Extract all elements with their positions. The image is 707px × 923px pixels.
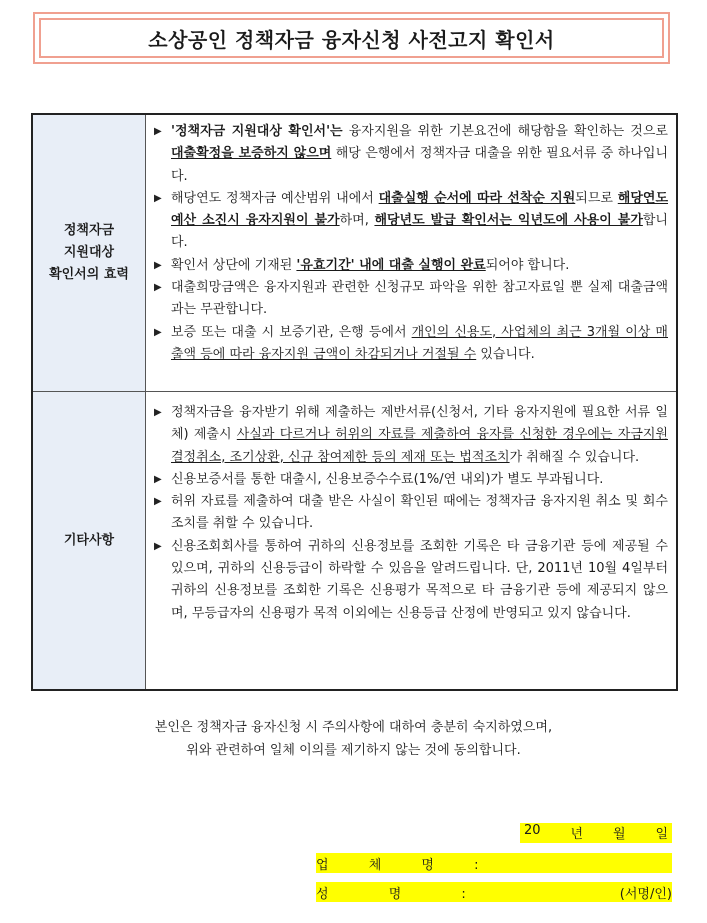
sign-note: (서명/인) xyxy=(619,886,672,902)
statement-line: 본인은 정책자금 융자신청 시 주의사항에 대하여 충분히 숙지하였으며, xyxy=(154,720,553,735)
company-name-label: 업 체 명 : xyxy=(316,857,497,873)
date-field[interactable] xyxy=(520,823,672,843)
year-prefix: 20 xyxy=(524,823,541,838)
bullet-arrow-icon: ▶ xyxy=(154,407,162,418)
document-title: 소상공인 정책자금 융자신청 사전고지 확인서 xyxy=(39,18,664,58)
agreement-statement xyxy=(0,716,707,762)
bullet-item: ▶ '정책자금 지원대상 확인서'는 융자지원을 위한 기본요건에 해당함을 확인하는 것으로 대출확정을 보증하지 않으며 해당 은행에서 정책자금 대출을 위한 필요서류 중 하나입니다. xyxy=(154,121,668,188)
section-etc xyxy=(33,392,676,689)
year-unit: 년 xyxy=(570,827,584,842)
signer-name-label: 성 명 : xyxy=(316,886,494,902)
day-unit: 일 xyxy=(655,827,668,842)
section-label-etc xyxy=(33,392,146,689)
label-line: 정책자금 xyxy=(63,223,115,238)
signer-name-field[interactable] xyxy=(316,882,672,902)
bullet-arrow-icon: ▶ xyxy=(154,496,162,508)
label-line: 기타사항 xyxy=(63,532,115,548)
notice-table xyxy=(31,113,678,691)
month-unit: 월 xyxy=(612,827,626,842)
section-content-etc xyxy=(146,392,676,689)
bullet-arrow-icon: ▶ xyxy=(154,192,162,204)
bullet-item: ▶ 확인서 상단에 기재된 '유효기간' 내에 대출 실행이 완료되어야 합니다. xyxy=(154,255,668,277)
bullet-arrow-icon: ▶ xyxy=(154,473,162,485)
bullet-item: ▶ 신용보증서를 통한 대출시, 신용보증수수료(1%/연 내외)가 별도 부과됩니다. xyxy=(154,469,668,491)
label-line: 확인서의 효력 xyxy=(49,267,129,282)
bullet-arrow-icon: ▶ xyxy=(154,326,162,338)
bullet-arrow-icon: ▶ xyxy=(154,259,162,271)
section-label-effect xyxy=(33,115,146,391)
bullet-item: ▶ 해당연도 정책자금 예산범위 내에서 대출실행 순서에 따라 선착순 지원되므로 해당연도 예산 소진시 융자지원이 불가하며, 해당년도 발급 확인서는 익년도에 사용이 불가합니다. xyxy=(154,188,668,255)
label-line: 지원대상 xyxy=(63,245,115,260)
bullet-item: ▶ 정책자금을 융자받기 위해 제출하는 제반서류(신청서, 기타 융자지원에 필요한 서류 일체) 제출시 사실과 다르거나 허위의 자료를 제출하여 융자를 신청한 경우에는 자금지원 결정취소, 조기상환, 신규 참여제한 등의 제재 또는 법적조치가 취해질 수 있습니다. xyxy=(154,402,668,469)
bullet-arrow-icon: ▶ xyxy=(154,126,162,137)
bullet-item: ▶ 허위 자료를 제출하여 대출 받은 사실이 확인된 때에는 정책자금 융자지원 취소 및 회수조치를 취할 수 있습니다. xyxy=(154,491,668,536)
bullet-item: ▶ 대출희망금액은 융자지원과 관련한 신청규모 파악을 위한 참고자료일 뿐 실제 대출금액과는 무관합니다. xyxy=(154,277,668,322)
bullet-item: ▶ 보증 또는 대출 시 보증기관, 은행 등에서 개인의 신용도, 사업체의 최근 3개월 이상 매출액 등에 따라 융자지원 금액이 차감되거나 거절될 수 있습니다. xyxy=(154,322,668,367)
bullet-item: ▶ 신용조회회사를 통하여 귀하의 신용정보를 조회한 기록은 타 금융기관 등에 제공될 수 있으며, 귀하의 신용등급이 하락할 수 있음을 알려드립니다. 단, 2011년 10월 4일부터 귀하의 신용정보를 조회한 기록은 신용평가 목적으로 타 금융기관 등에 제공되지 않으며, 무등급자의 신용평가 목적 이외에는 신용등급 산정에 반영되고 있지 않습니다. xyxy=(154,536,668,625)
section-content-effect xyxy=(146,115,676,391)
title-box xyxy=(33,12,670,64)
bullet-arrow-icon: ▶ xyxy=(154,282,162,294)
bullet-arrow-icon: ▶ xyxy=(154,540,162,552)
section-effect xyxy=(33,115,676,392)
statement-line: 위와 관련하여 일체 이의를 제기하지 않는 것에 동의합니다. xyxy=(186,743,521,758)
company-name-field[interactable] xyxy=(316,853,672,873)
